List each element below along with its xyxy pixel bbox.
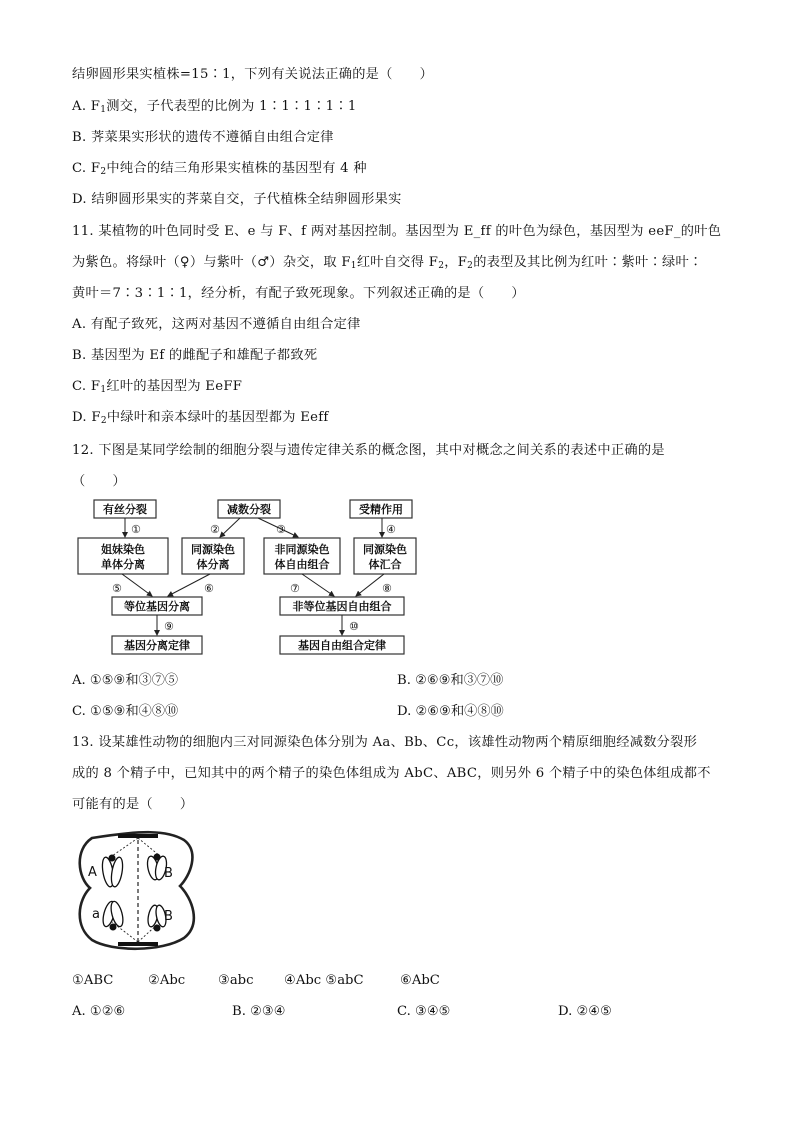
- num-5: ⑤: [112, 582, 122, 595]
- num-2: ②: [210, 523, 220, 536]
- label-mitosis: 有丝分裂: [103, 503, 147, 516]
- chromosome-a-arm2: [109, 900, 125, 928]
- q12-stem-line1: 12. 下图是某同学绘制的细胞分裂与遗传定律关系的概念图，其中对概念之间关系的表述中正确的是: [72, 443, 665, 458]
- q10-option-d[interactable]: D. 结卵圆形果实的荠菜自交，子代植株全结卵圆形果实: [72, 192, 402, 207]
- cell-membrane: [80, 832, 194, 949]
- label-nonhomolog-2: 体自由组合: [274, 558, 330, 571]
- q13-item-1: ①ABC: [72, 973, 114, 988]
- q11-option-a[interactable]: A. 有配子致死，这两对基因不遵循自由组合定律: [72, 317, 361, 332]
- q13-stem-line2: 成的 8 个精子中，已知其中的两个精子的染色体组成为 AbC、ABC，则另外 6 个精子中的染色体组成都不: [72, 766, 711, 781]
- gene-label-a: a: [92, 907, 100, 922]
- label-segregation-law: 基因分离定律: [124, 639, 190, 652]
- q11-option-c[interactable]: [72, 378, 242, 396]
- label-homolog-sep-2: 体分离: [196, 558, 230, 571]
- num-4: ④: [386, 523, 396, 536]
- q12-stem-line2: （ ）: [72, 474, 126, 489]
- stem-text: 红叶自交得 F: [356, 255, 439, 270]
- concept-map-diagram: [70, 496, 420, 662]
- num-1: ①: [131, 523, 141, 536]
- option-text: C. F: [72, 161, 101, 176]
- q12-option-a[interactable]: A. ①⑤⑨和③⑦⑤: [72, 673, 179, 688]
- num-7: ⑦: [290, 582, 300, 595]
- q11-stem-line1: 11. 某植物的叶色同时受 E、e 与 F、f 两对基因控制。基因型为 E_ff 的叶色为绿色，基因型为 eeF_的叶色: [72, 224, 722, 239]
- subscript: 1: [350, 261, 357, 271]
- label-sister-1: 姐妹染色: [101, 543, 145, 556]
- label-independent-law: 基因自由组合定律: [298, 639, 386, 652]
- q13-option-d[interactable]: D. ②④⑤: [558, 1004, 612, 1019]
- centromere-A: [109, 855, 116, 862]
- option-text: 中纯合的结三角形果实植株的基因型有 4 种: [106, 161, 367, 176]
- num-6: ⑥: [204, 582, 214, 595]
- centriole-bottom: [118, 942, 158, 946]
- meiosis-cell-figure: [72, 826, 204, 956]
- label-meiosis: 减数分裂: [227, 503, 271, 516]
- subscript: 1: [100, 105, 107, 115]
- gene-label-B-bottom: B: [164, 909, 173, 924]
- q11-option-b[interactable]: B. 基因型为 Ef 的雌配子和雄配子都致死: [72, 348, 318, 363]
- subscript: 1: [100, 385, 107, 395]
- q13-stem-line1: 13. 设某雄性动物的细胞内三对同源染色体分别为 Aa、Bb、Cc，该雄性动物两个精原细胞经减数分裂形: [72, 735, 698, 750]
- option-text: 红叶的基因型为 EeFF: [106, 379, 243, 394]
- q13-item-2: ②Abc: [148, 973, 186, 988]
- q13-item-4-5: ④Abc ⑤abC: [284, 973, 364, 988]
- q10-option-a[interactable]: [72, 98, 357, 116]
- num-3: ③: [276, 523, 286, 536]
- num-8: ⑧: [382, 582, 392, 595]
- q12-option-b[interactable]: B. ②⑥⑨和③⑦⑩: [397, 673, 504, 688]
- subscript: 2: [100, 167, 107, 177]
- centriole-top: [118, 834, 158, 838]
- subscript: 2: [438, 261, 445, 271]
- option-text: D. F: [72, 410, 101, 425]
- centromere-B1: [154, 854, 161, 861]
- option-text: C. F: [72, 379, 101, 394]
- label-homolog-sep-1: 同源染色: [191, 543, 235, 556]
- label-homolog-union-1: 同源染色: [363, 543, 407, 556]
- stem-text: ，F: [444, 255, 468, 270]
- label-nonallele-combination: 非等位基因自由组合: [292, 600, 392, 613]
- q13-option-a[interactable]: A. ①②⑥: [72, 1004, 126, 1019]
- q11-stem-line3: 黄叶＝7∶3∶1∶1，经分析，有配子致死现象。下列叙述正确的是（ ）: [72, 286, 525, 301]
- label-fertilization: 受精作用: [359, 503, 403, 516]
- centromere-B2: [154, 925, 161, 932]
- q13-option-c[interactable]: C. ③④⑤: [397, 1004, 451, 1019]
- option-text: 测交，子代表型的比例为 1∶1∶1∶1∶1: [106, 99, 357, 114]
- q12-option-c[interactable]: C. ①⑤⑨和④⑧⑩: [72, 704, 179, 719]
- gene-label-A: A: [88, 865, 97, 880]
- num-10: ⑩: [349, 620, 359, 633]
- stem-text: 的表型及其比例为红叶∶紫叶∶绿叶∶: [473, 255, 703, 270]
- q13-option-b[interactable]: B. ②③④: [232, 1004, 286, 1019]
- q11-option-d[interactable]: [72, 409, 329, 427]
- q13-item-6: ⑥AbC: [400, 973, 440, 988]
- q10-option-c[interactable]: [72, 160, 367, 178]
- gene-label-B-top: B: [164, 866, 173, 881]
- q10-stem: 结卵圆形果实植株=15∶1，下列有关说法正确的是（ ）: [72, 67, 434, 82]
- stem-text: 为紫色。将绿叶（♀）与紫叶（♂）杂交，取 F: [72, 255, 351, 270]
- q12-option-d[interactable]: D. ②⑥⑨和④⑧⑩: [397, 704, 504, 719]
- centromere-a: [110, 924, 117, 931]
- option-text: A. F: [72, 99, 101, 114]
- label-allele-separation: 等位基因分离: [124, 600, 190, 613]
- subscript: 2: [467, 261, 474, 271]
- num-9: ⑨: [164, 620, 174, 633]
- label-sister-2: 单体分离: [101, 558, 145, 571]
- q11-stem-line2: [72, 254, 703, 272]
- q13-item-3: ③abc: [218, 973, 254, 988]
- q10-option-b[interactable]: B. 荠菜果实形状的遗传不遵循自由组合定律: [72, 130, 334, 145]
- q13-stem-line3: 可能有的是（ ）: [72, 797, 194, 812]
- label-nonhomolog-1: 非同源染色: [274, 543, 330, 556]
- label-homolog-union-2: 体汇合: [368, 558, 402, 571]
- subscript: 2: [100, 416, 107, 426]
- option-text: 中绿叶和亲本绿叶的基因型都为 Eeff: [106, 410, 329, 425]
